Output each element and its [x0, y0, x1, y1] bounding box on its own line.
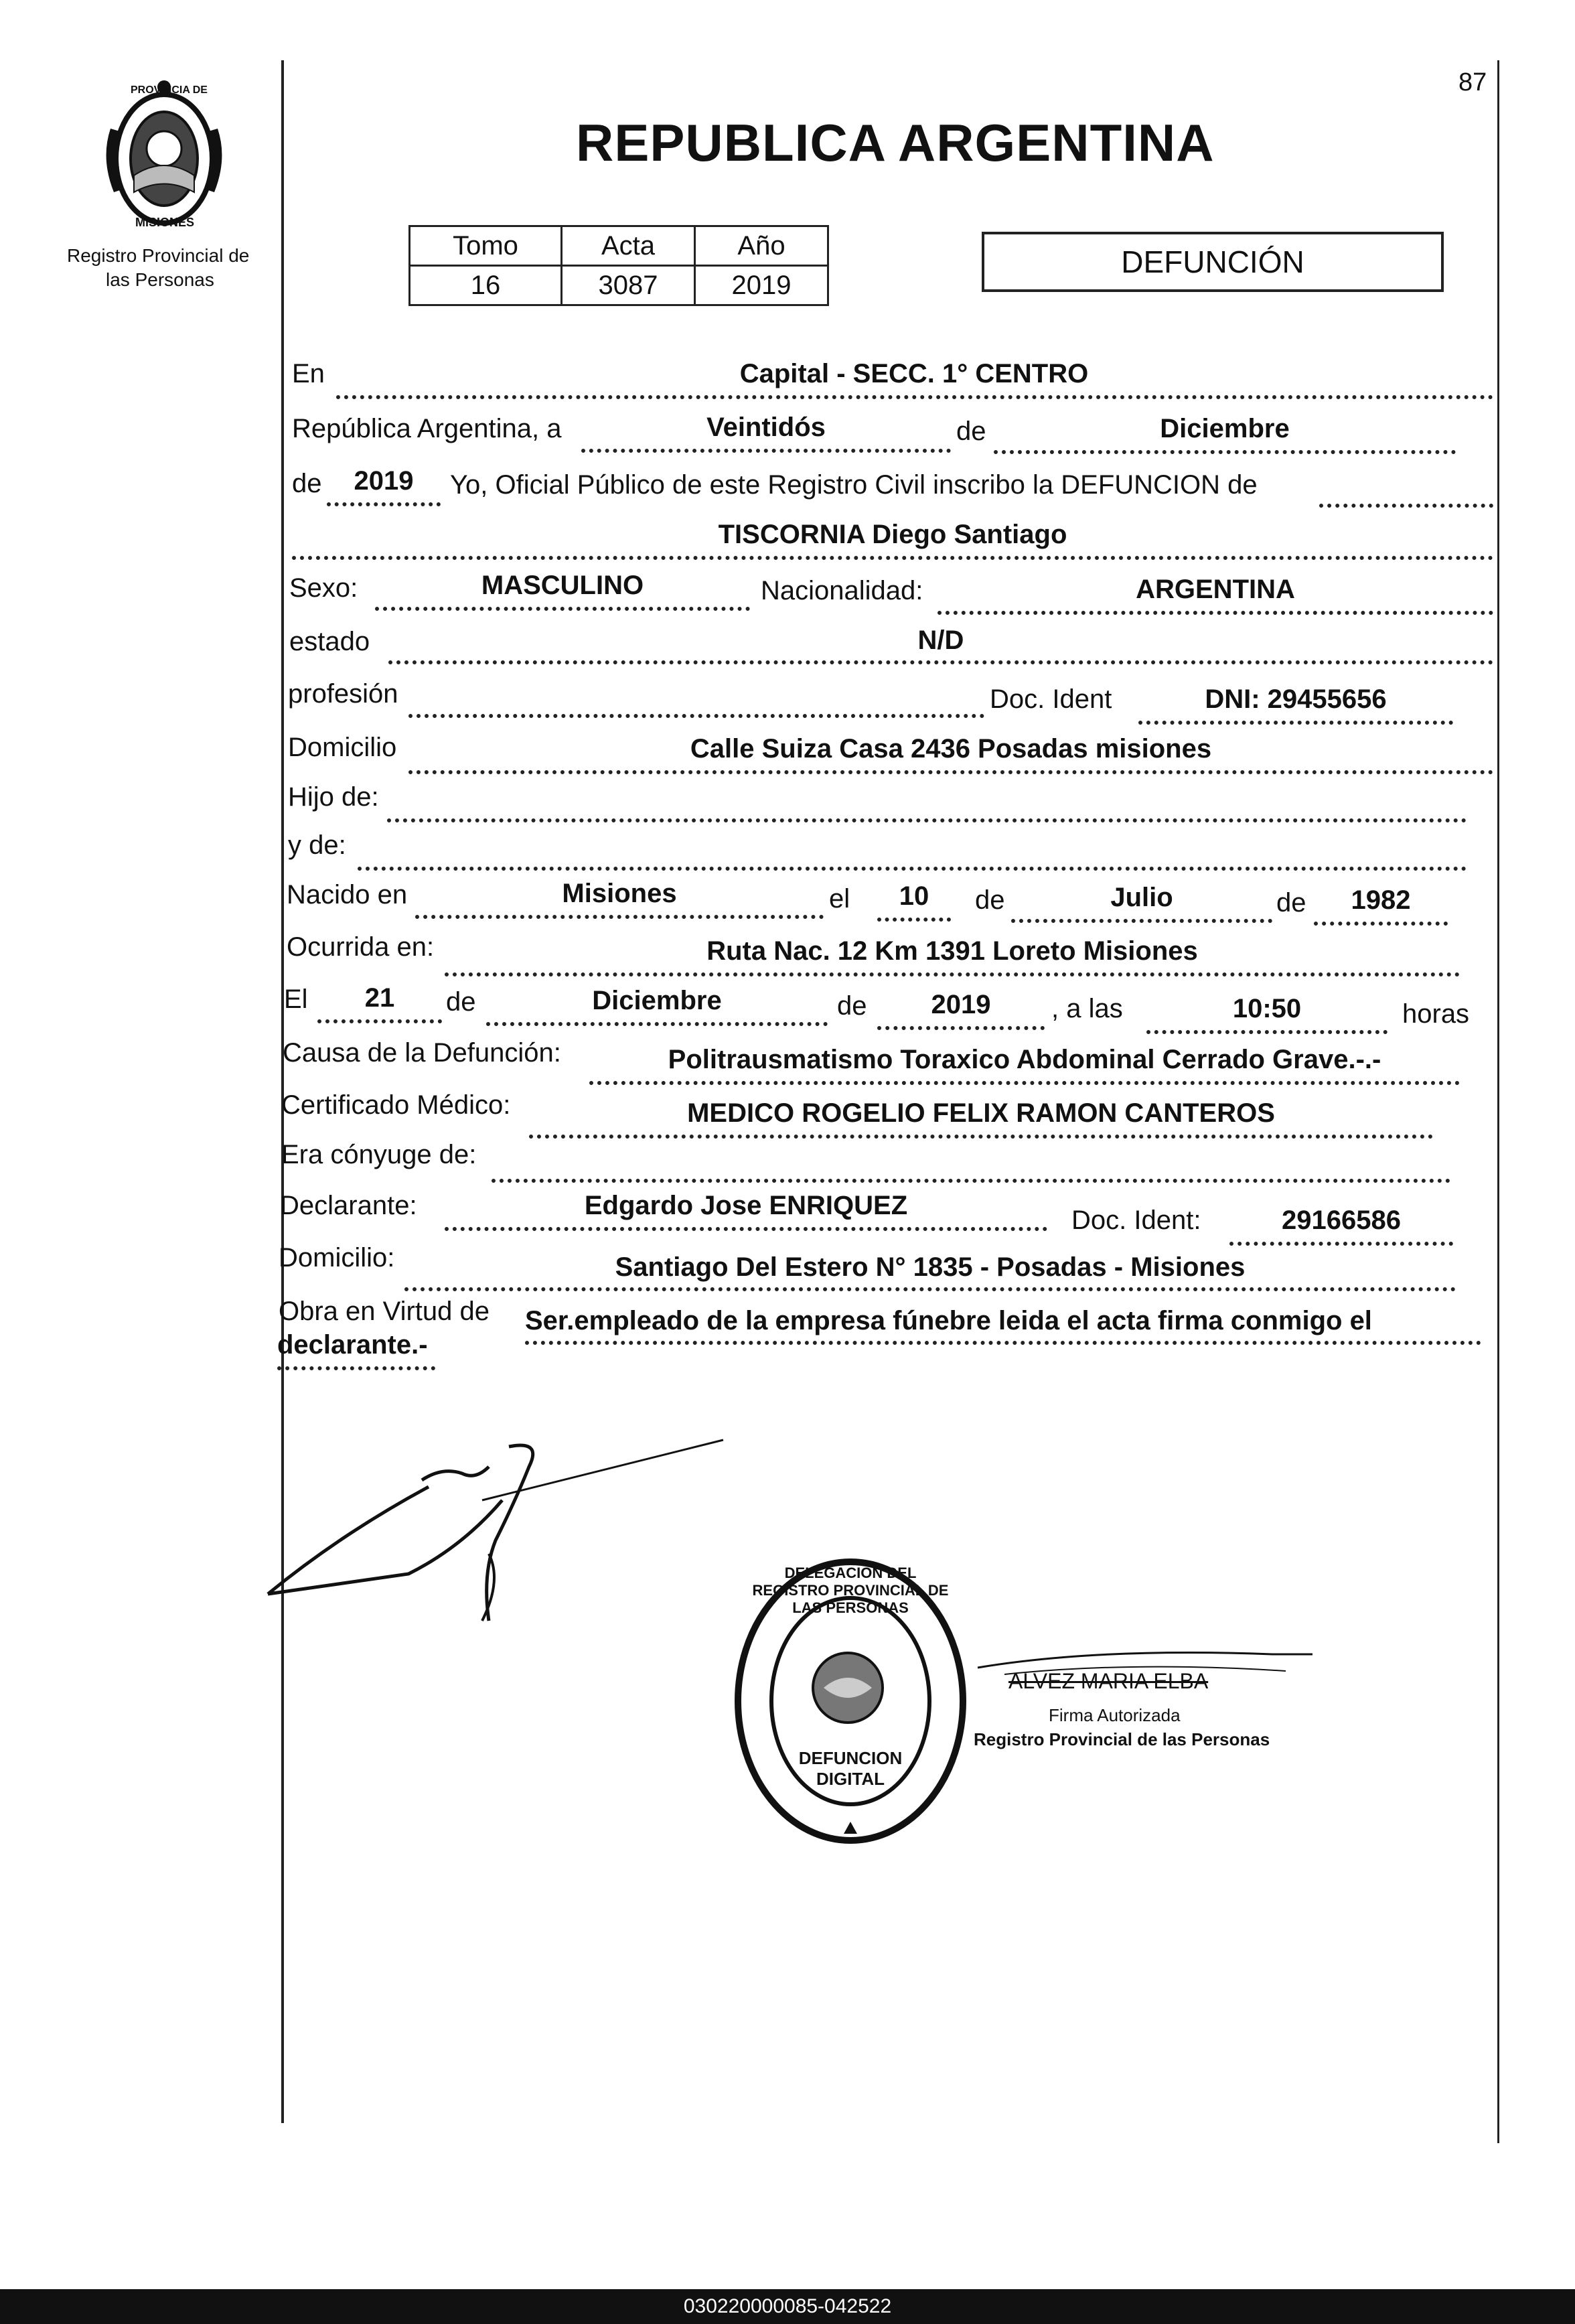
y-de-label: y de: — [288, 830, 346, 860]
nacido-dia-dots — [877, 918, 951, 922]
def-dia-dots — [317, 1019, 442, 1023]
causa-value: Politrausmatismo Toraxico Abdominal Cerrado Grave.-.- — [668, 1045, 1381, 1074]
obra-text1-dots — [525, 1341, 1481, 1345]
nacionalidad-dots — [937, 611, 1493, 615]
a-las-label: , a las — [1051, 994, 1123, 1023]
sexo-value: MASCULINO — [481, 571, 644, 600]
declarante-doc-dots — [1229, 1242, 1453, 1246]
record-header-acta: Acta — [562, 226, 695, 266]
stamp-inner-text: DEFUNCION DIGITAL — [798, 1748, 903, 1789]
el-label: el — [829, 884, 850, 914]
domicilio2-label: Domicilio: — [279, 1243, 395, 1273]
def-mes-dots — [486, 1022, 828, 1026]
nacido-en-value: Misiones — [562, 879, 677, 908]
nacido-anio-value: 1982 — [1351, 885, 1411, 915]
estado-value: N/D — [917, 626, 964, 655]
conyuge-dots — [492, 1179, 1450, 1183]
causa-label: Causa de la Defunción: — [283, 1038, 561, 1068]
def-anio-value: 2019 — [931, 990, 991, 1019]
el-cap-label: El — [284, 985, 308, 1014]
nacido-mes-dots — [1011, 919, 1272, 923]
nombre-value: TISCORNIA Diego Santiago — [718, 520, 1067, 549]
nombre-dots — [292, 556, 1493, 560]
oficial-tail-dots — [1319, 504, 1493, 508]
obra-text1: Ser.empleado de la empresa fúnebre leida el acta firma conmigo el — [525, 1306, 1372, 1335]
oficial-text: Yo, Oficial Público de este Registro Civil inscribo la DEFUNCION de — [450, 470, 1258, 500]
conyuge-label: Era cónyuge de: — [281, 1140, 477, 1169]
hijo-de-dots — [387, 818, 1467, 822]
record-value-anio: 2019 — [695, 266, 828, 305]
ocurrida-label: Ocurrida en: — [287, 932, 435, 962]
nacido-en-label: Nacido en — [287, 880, 408, 910]
def-anio-dots — [877, 1026, 1045, 1030]
declarante-dots — [445, 1227, 1047, 1231]
record-value-tomo: 16 — [410, 266, 562, 305]
nacido-dia-value: 10 — [899, 881, 929, 911]
lugar-value: Capital - SECC. 1° CENTRO — [739, 359, 1089, 388]
de-label-2: de — [292, 469, 322, 498]
declarante-signature — [261, 1420, 730, 1648]
def-mes-value: Diciembre — [592, 986, 722, 1015]
profesion-label: profesión — [288, 679, 398, 709]
nacido-en-dots — [415, 915, 824, 919]
declarante-domicilio-dots — [404, 1287, 1456, 1291]
causa-dots — [589, 1081, 1460, 1085]
registry-seal-icon — [94, 75, 234, 236]
nacido-anio-dots — [1314, 922, 1448, 926]
declarante-doc-value: 29166586 — [1282, 1206, 1401, 1235]
def-hora-dots — [1146, 1030, 1388, 1034]
en-label: En — [292, 359, 325, 388]
stamp-ring-text: DELEGACION DEL REGISTRO PROVINCIAL DE LAS PERSONAS — [752, 1565, 949, 1616]
registry-seal-top-text: PROVINCIA DE — [131, 84, 208, 96]
record-header-anio: Año — [695, 226, 828, 266]
dia-registro-dots — [581, 449, 951, 453]
footer-code: 030220000085-042522 — [0, 2289, 1575, 2324]
de-label-1: de — [956, 417, 986, 446]
record-value-acta: 3087 — [562, 266, 695, 305]
de-label-4: de — [1276, 888, 1306, 918]
estado-dots — [388, 660, 1493, 664]
de-label-6: de — [837, 991, 867, 1021]
domicilio-value: Calle Suiza Casa 2436 Posadas misiones — [690, 734, 1212, 764]
right-margin-line — [1497, 60, 1499, 2143]
hijo-de-label: Hijo de: — [288, 782, 379, 812]
lugar-dots — [336, 395, 1493, 399]
ocurrida-en-dots — [445, 972, 1460, 976]
registry-seal — [94, 75, 234, 236]
sexo-dots — [375, 607, 750, 611]
registry-name-line2: las Personas — [106, 269, 214, 290]
doc-ident-value: DNI: 29455656 — [1205, 684, 1387, 714]
doc-ident-dots — [1138, 721, 1453, 725]
official-org: Registro Provincial de las Personas — [974, 1729, 1270, 1749]
doc-ident-label: Doc. Ident — [990, 684, 1112, 714]
anio-registro-dots — [327, 502, 441, 506]
profesion-dots — [408, 714, 984, 718]
estado-label: estado — [289, 627, 370, 656]
domicilio-dots — [408, 770, 1493, 774]
de-label-3: de — [975, 885, 1005, 915]
def-hora-value: 10:50 — [1232, 994, 1302, 1023]
de-label-5: de — [446, 987, 476, 1017]
def-dia-value: 21 — [364, 983, 395, 1013]
nacido-mes-value: Julio — [1110, 883, 1173, 912]
official-stamp — [730, 1554, 971, 1848]
obra-text2-dots — [277, 1366, 435, 1370]
page-number: 87 — [1458, 68, 1487, 96]
official-name: ALVEZ MARIA ELBA — [1008, 1669, 1209, 1693]
mes-registro-value: Diciembre — [1160, 414, 1290, 443]
declarante-domicilio-value: Santiago Del Estero N° 1835 - Posadas - Misiones — [615, 1252, 1246, 1282]
certificado-dots — [529, 1135, 1433, 1139]
obra-label: Obra en Virtud de — [279, 1297, 490, 1326]
nacionalidad-value: ARGENTINA — [1136, 575, 1295, 604]
certificado-label: Certificado Médico: — [281, 1090, 511, 1120]
ocurrida-en-value: Ruta Nac. 12 Km 1391 Loreto Misiones — [706, 936, 1198, 966]
domicilio-label: Domicilio — [288, 733, 397, 762]
dia-registro-value: Veintidós — [706, 413, 826, 442]
certificado-value: MEDICO ROGELIO FELIX RAMON CANTEROS — [687, 1098, 1275, 1128]
declarante-label: Declarante: — [280, 1191, 417, 1220]
anio-registro-value: 2019 — [354, 466, 414, 496]
registry-seal-bottom-text: MISIONES — [135, 216, 195, 229]
mes-registro-dots — [994, 450, 1456, 454]
registry-name-line1: Registro Provincial de — [67, 245, 250, 266]
horas-label: horas — [1402, 999, 1470, 1029]
declarante-value: Edgardo Jose ENRIQUEZ — [584, 1191, 908, 1220]
record-header-tomo: Tomo — [410, 226, 562, 266]
page-title: REPUBLICA ARGENTINA — [576, 113, 1215, 172]
official-role: Firma Autorizada — [1049, 1705, 1181, 1725]
record-table — [408, 225, 829, 306]
republica-label: República Argentina, a — [292, 414, 562, 443]
nacionalidad-label: Nacionalidad: — [761, 576, 923, 605]
doc-ident2-label: Doc. Ident: — [1071, 1206, 1201, 1235]
sexo-label: Sexo: — [289, 573, 358, 603]
record-type-box: DEFUNCIÓN — [982, 232, 1444, 292]
y-de-dots — [358, 867, 1467, 871]
obra-text2: declarante.- — [277, 1330, 428, 1360]
